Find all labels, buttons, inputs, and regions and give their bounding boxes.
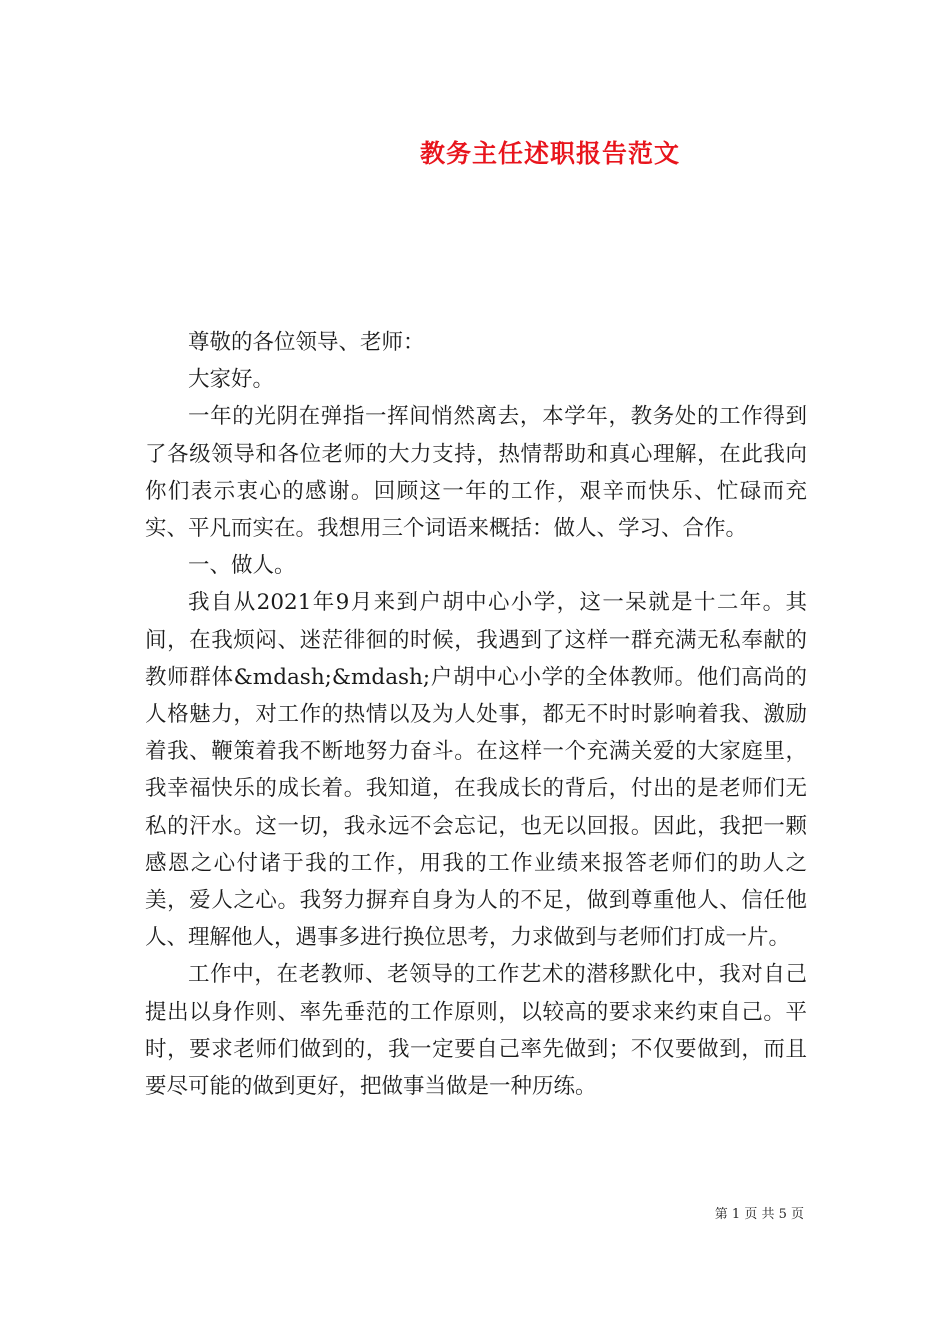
section-heading: 一、做人。 (188, 553, 296, 579)
greeting: 大家好。 (188, 367, 275, 393)
paragraph-body: 工作中，在老教师、老领导的工作艺术的潜移默化中，我对自己提出以身作则、率先垂范的工作原则，以较高的要求来约束自己。平时，要求老师们做到的，我一定要自己率先做到；不仅要做到，而且要尽可能的做到更好，把做事当做是一种历练。 (145, 962, 807, 1100)
page-number: 第 1 页 共 5 页 (714, 1207, 804, 1222)
salutation: 尊敬的各位领导、老师： (188, 330, 425, 355)
paragraph-body: 我自从2021年9月来到户胡中心小学，这一呆就是十二年。其间，在我烦闷、迷茫徘徊的时候，我遇到了这样一群充满无私奉献的教师群体&mdash;&mdash;户胡中心小学的全体教师。他们高尚的人格魅力，对工作的热情以及为人处事，都无不时时影响着我、激励着我、鞭策着我不断地努力奋斗。在这样一个充满关爱的大家庭里，我幸福快乐的成长着。我知道，在我成长的背后，付出的是老师们无私的汗水。这一切，我永远不会忘记，也无以回报。因此，我把一颗感恩之心付诸于我的工作，用我的工作业绩来报答老师们的助人之美，爱人之心。我努力摒弃自身为人的不足，做到尊重他人、信任他人、理解他人，遇事多进行换位思考，力求做到与老师们打成一片。 (145, 590, 807, 951)
paragraph-intro: 一年的光阴在弹指一挥间悄然离去，本学年，教务处的工作得到了各级领导和各位老师的大力支持，热情帮助和真心理解，在此我向你们表示衷心的感谢。回顾这一年的工作，艰辛而快乐、忙碌而充实、平凡而实在。我想用三个词语来概括：做人、学习、合作。 (145, 404, 807, 542)
document-body (145, 324, 807, 1105)
document-title: 教务主任述职报告范文 (419, 139, 680, 168)
